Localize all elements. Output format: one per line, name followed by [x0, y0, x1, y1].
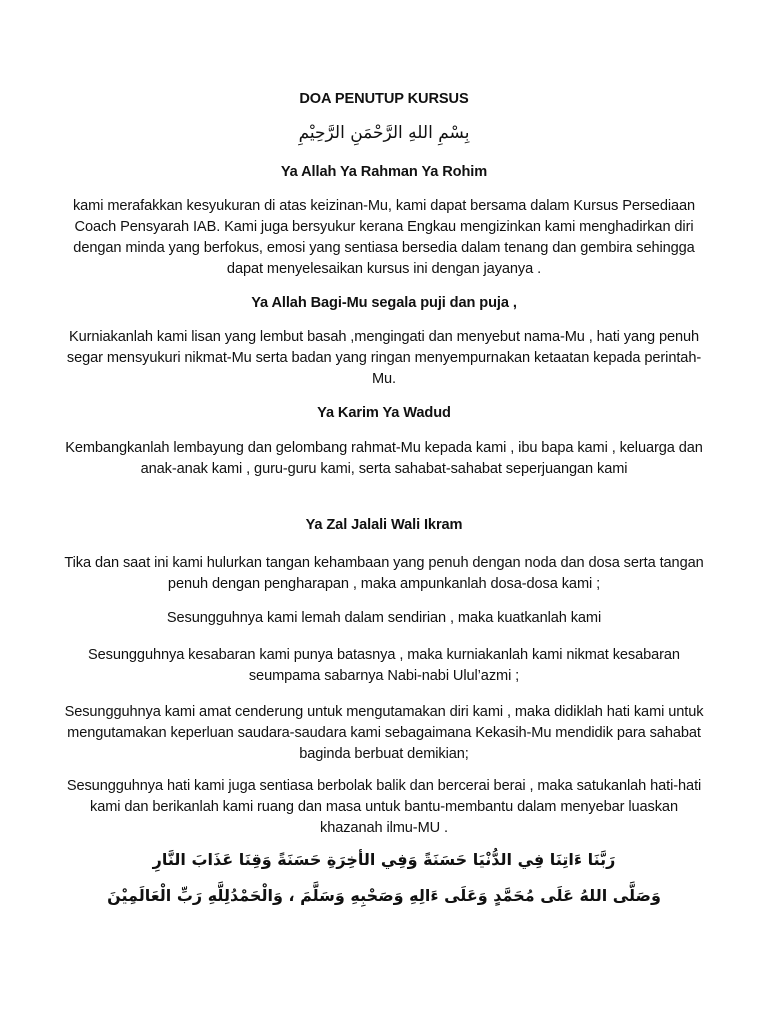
paragraph-4: Tika dan saat ini kami hulurkan tangan kehambaan yang penuh dengan noda dan dosa serta tangan penuh dengan pengharapan , maka ampunkanlah dosa-dosa kami ;	[64, 555, 704, 592]
closing-dua-1: رَبَّنَا ءَاتِنَا فِي الدُّنْيَا حَسَنَةً وَفِي الأخِرَةِ حَسَنَةً وَقِنَا عَذَابَ النَّارِ	[152, 850, 616, 869]
closing-dua-2: وَصَلَّى اللهُ عَلَى مُحَمَّدٍ وَعَلَى ءَالِهِ وَصَحْبِهِ وَسَلَّمَ ، وَالْحَمْدُلِلَّهِ رَبِّ الْعَالَمِيْنَ	[107, 886, 661, 905]
paragraph-6: Sesungguhnya kesabaran kami punya batasnya , maka kurniakanlah kami nikmat kesabaran seumpama sabarnya Nabi-nabi Ulul’azmi ;	[88, 647, 680, 684]
section-heading-1: Ya Allah Ya Rahman Ya Rohim	[280, 164, 488, 180]
document-title: DOA PENUTUP KURSUS	[299, 91, 469, 107]
basmala-line: بِسْمِ اللهِ الرَّحْمَنِ الرَّحِيْمِ	[298, 123, 470, 143]
paragraph-7: Sesungguhnya kami amat cenderung untuk mengutamakan diri kami , maka didiklah hati kami untuk mengutamakan keperluan saudara-saudara kami sebagaimana Kekasih-Mu mendidik para sahabat baginda berbuat demikian;	[64, 704, 704, 762]
section-heading-2: Ya Allah Bagi-Mu segala puji dan puja ,	[251, 295, 517, 311]
section-heading-4: Ya Zal Jalali Wali Ikram	[305, 517, 463, 533]
paragraph-1: kami merafakkan kesyukuran di atas keizinan-Mu, kami dapat bersama dalam Kursus Persediaan Coach Pensyarah IAB. Kami juga bersyukur kerana Engkau mengizinkan kami menghadirkan diri dengan minda yang berfokus, emosi yang sentiasa bersedia dalam tenang dan gembira sehingga dapat menyelesaikan kursus ini dengan jayanya .	[72, 198, 696, 277]
paragraph-2: Kurniakanlah kami lisan yang lembut basah ,mengingati dan menyebut nama-Mu , hati yang penuh segar mensyukuri nikmat-Mu serta badan yang ringan menyempurnakan ketaatan kepada perintah-Mu.	[66, 329, 702, 387]
section-heading-3: Ya Karim Ya Wadud	[317, 405, 451, 421]
paragraph-5: Sesungguhnya kami lemah dalam sendirian , maka kuatkanlah kami	[166, 610, 602, 626]
paragraph-3: Kembangkanlah lembayung dan gelombang rahmat-Mu kepada kami , ibu bapa kami , keluarga dan anak-anak kami , guru-guru kami, serta sahabat-sahabat seperjuangan kami	[65, 440, 703, 477]
paragraph-8: Sesungguhnya hati kami juga sentiasa berbolak balik dan bercerai berai , maka satukanlah hati-hati kami dan berikanlah kami ruang dan masa untuk bantu-membantu dalam menyebar luaskan khazanah ilmu-MU .	[66, 778, 702, 836]
